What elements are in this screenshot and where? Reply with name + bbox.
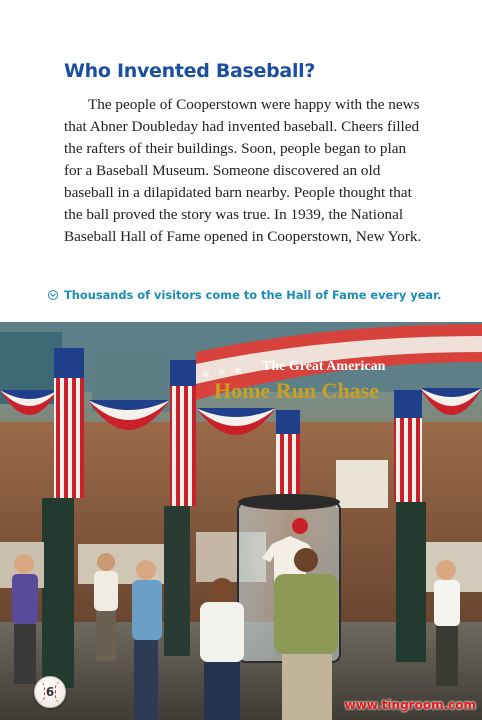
column-left [42,498,74,688]
cap-in-case [292,518,308,534]
visitor-1 [132,560,162,720]
page-number-text: 6 [45,685,55,699]
photo-caption [48,288,441,302]
flag-drape-2 [170,360,196,506]
body-paragraph: The people of Cooperstown were happy with the news that Abner Doubleday had invented baseball. Cheers filled the rafters of their buildings. Soon, people began to plan for a Baseball Museum. Someone discovered an old baseball in a dilapidated barn nearby. People thought that the ball proved the story was true. In 1939, the National Baseball Hall of Fame opened in Cooperstown, New York. [64,96,422,245]
caption-arrow-icon [48,290,58,300]
display-case-top [238,494,340,510]
hall-of-fame-photo [0,322,482,720]
page-number-baseball [34,676,66,708]
banner-text-line1: The Great American [262,359,386,374]
watermark: www.tingroom.com [344,698,476,712]
photo-illustration [0,322,482,720]
caption-text: Thousands of visitors come to the Hall of Fame every year. [64,288,442,302]
exhibit-window [336,460,388,508]
page-title: Who Invented Baseball? [64,60,316,82]
flag-drape-4 [394,390,422,502]
flag-drape-3 [276,410,300,494]
banner-text-line2: Home Run Chase [214,378,380,403]
column-right [396,502,426,662]
flag-drape-1 [54,348,84,498]
column-center [164,506,190,656]
